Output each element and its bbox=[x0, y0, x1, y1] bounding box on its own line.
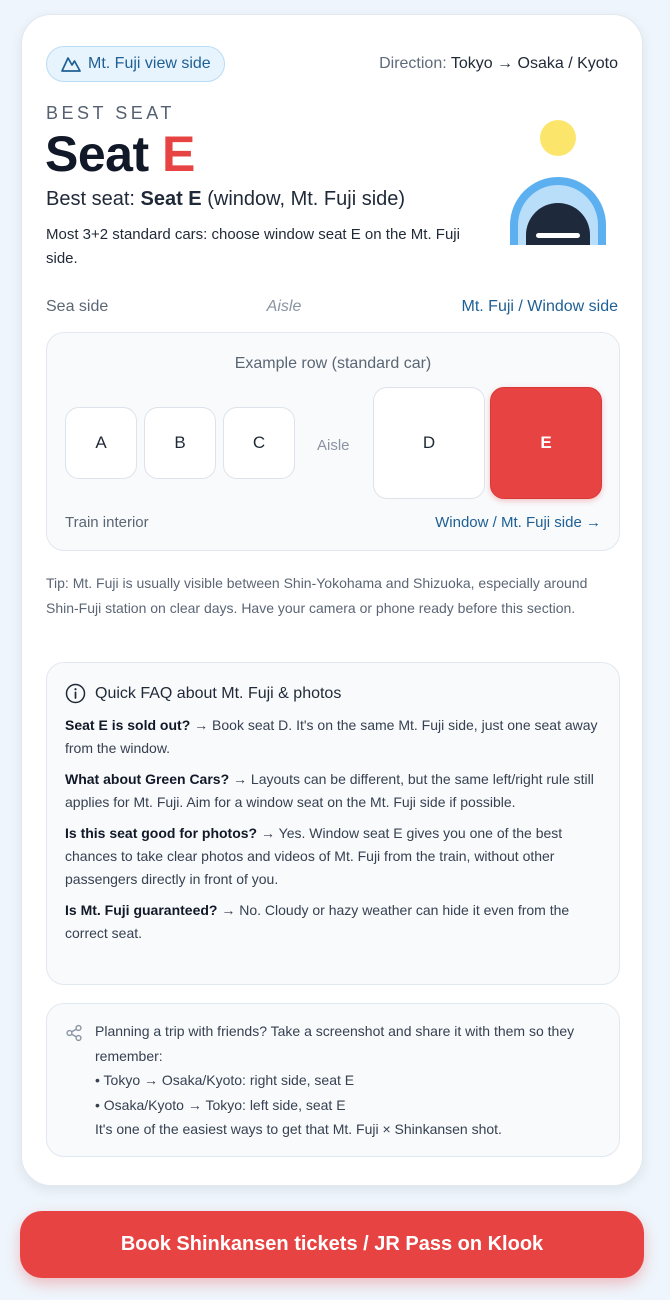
faq-answer: → No. Cloudy or hazy weather can hide it even from the correct seat. bbox=[65, 902, 570, 941]
subhead-suffix: (window, Mt. Fuji side) bbox=[201, 188, 406, 210]
page-title bbox=[45, 125, 195, 183]
aisle-label: Aisle bbox=[266, 298, 302, 315]
share-outro: It's one of the easiest ways to get that Mt. Fuji × Shinkansen shot. bbox=[95, 1121, 502, 1137]
direction-value: Tokyo → Osaka / Kyoto bbox=[450, 55, 618, 72]
faq-answer: → Layouts can be different, but the same left/right rule still applies for Mt. Fuji. Aim for a window seat on the Mt. Fuji side if possible. bbox=[65, 771, 594, 810]
seat-description: Most 3+2 standard cars: choose window seat E on the Mt. Fuji side. bbox=[46, 226, 460, 267]
train-seat-sun-icon bbox=[506, 117, 610, 262]
faq-item bbox=[65, 822, 601, 891]
title-prefix: Seat bbox=[45, 126, 163, 182]
window-side-label: Window / Mt. Fuji side → bbox=[435, 514, 601, 531]
info-icon bbox=[65, 683, 86, 704]
side-labels bbox=[46, 298, 618, 318]
share-text bbox=[95, 1019, 601, 1142]
share-icon bbox=[65, 1024, 83, 1042]
faq-item bbox=[65, 768, 601, 814]
sun-icon bbox=[540, 120, 576, 156]
faq-question: Seat E is sold out? bbox=[65, 717, 191, 733]
viewing-tip: Tip: Mt. Fuji is usually visible between Shin-Yokohama and Shizuoka, especially around Shin-Fuji station on clear days. Have your camera or phone ready before this section. bbox=[46, 575, 588, 616]
faq-item bbox=[65, 899, 601, 945]
faq-question: Is Mt. Fuji guaranteed? bbox=[65, 902, 218, 918]
seat-map-title: Example row (standard car) bbox=[234, 355, 432, 372]
faq-title: Quick FAQ about Mt. Fuji & photos bbox=[95, 684, 342, 702]
faq-item bbox=[65, 714, 601, 760]
share-line-return: • Osaka/Kyoto → Tokyo: left side, seat E bbox=[95, 1096, 346, 1113]
row-aisle-label: Aisle bbox=[317, 437, 350, 454]
direction-indicator bbox=[379, 55, 618, 73]
eyebrow-label: BEST SEAT bbox=[46, 103, 175, 123]
seat-c[interactable]: C bbox=[223, 407, 295, 479]
badge-label: Mt. Fuji view side bbox=[88, 55, 211, 72]
faq-answer: → Book seat D. It's on the same Mt. Fuji side, just one seat away from the window. bbox=[65, 717, 598, 756]
faq-answer: → Yes. Window seat E gives you one of the best chances to take clear photos and videos of Mt. Fuji from the train, without other passengers directly in front of you. bbox=[65, 825, 563, 887]
sea-side-label: Sea side bbox=[46, 298, 109, 315]
share-line-outbound: • Tokyo → Osaka/Kyoto: right side, seat E bbox=[95, 1072, 355, 1088]
faq-header bbox=[65, 683, 601, 704]
subhead-seat: Seat E bbox=[140, 188, 202, 210]
seat-a[interactable]: A bbox=[65, 407, 137, 479]
book-tickets-button[interactable]: Book Shinkansen tickets / JR Pass on Klook bbox=[20, 1211, 644, 1278]
best-seat-summary bbox=[46, 188, 405, 211]
seat-b[interactable]: B bbox=[144, 407, 216, 479]
fuji-window-side-label: Mt. Fuji / Window side bbox=[461, 298, 618, 315]
faq-question: What about Green Cars? bbox=[65, 771, 230, 787]
seat-map bbox=[46, 332, 620, 551]
direction-label: Direction: bbox=[379, 55, 447, 72]
seat-guide-card bbox=[21, 14, 643, 1186]
share-reminder bbox=[46, 1003, 620, 1157]
fuji-view-side-badge[interactable] bbox=[46, 46, 225, 82]
subhead-prefix: Best seat: bbox=[46, 188, 141, 210]
share-intro: Planning a trip with friends? Take a screenshot and share it with them so they remember: bbox=[95, 1023, 575, 1064]
faq-question: Is this seat good for photos? bbox=[65, 825, 258, 841]
seat-d[interactable]: D bbox=[373, 387, 485, 499]
train-interior-label: Train interior bbox=[65, 514, 149, 531]
mountain-icon bbox=[61, 55, 81, 73]
seat-e-selected[interactable]: E bbox=[490, 387, 602, 499]
faq-section bbox=[46, 662, 620, 985]
title-seat-letter: E bbox=[162, 126, 195, 182]
